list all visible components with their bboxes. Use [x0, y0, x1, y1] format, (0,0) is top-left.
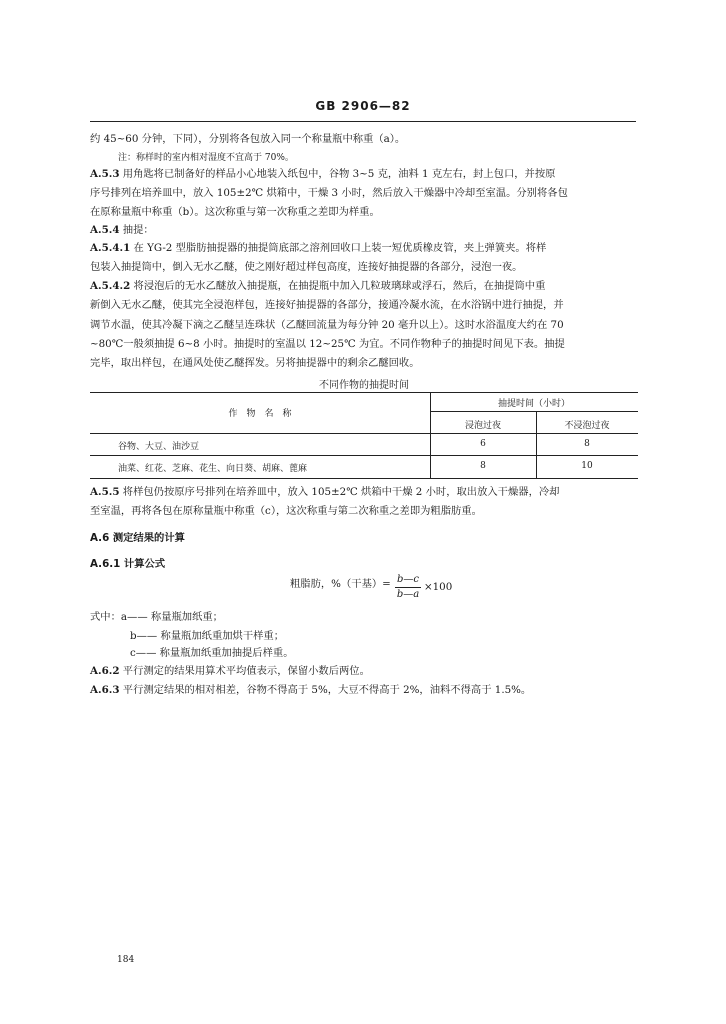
- section-a55-line2: 至室温，再将各包在原称量瓶中称重（c），这次称重与第二次称重之差即为粗脂肪重。: [90, 505, 482, 517]
- table-row-1-not-soaked: 8: [584, 439, 590, 449]
- section-a6-label: A.6: [90, 532, 110, 544]
- table-bottom-rule: [90, 478, 638, 479]
- section-a54-heading: A.5.4 抽提：: [90, 224, 154, 236]
- section-a542-line3: 调节水温，使其冷凝下滴之乙醚呈连珠状（乙醚回流量为每分钟 20 毫升以上）。这时水浴温度大约在 70: [90, 319, 564, 331]
- formula-numerator: b—c: [396, 574, 419, 585]
- variable-b-definition: b—— 称量瓶加纸重加烘干样重；: [130, 630, 285, 642]
- table-caption: 不同作物的抽提时间: [319, 380, 409, 391]
- section-a53-label: A.5.3: [90, 168, 120, 180]
- table-row-2-not-soaked: 10: [581, 461, 593, 471]
- crop-name-header: 作 物 名 称: [228, 409, 292, 419]
- table-row-divider: [90, 455, 638, 456]
- table-top-rule: [90, 392, 638, 393]
- standard-number-header: GB 2906—82: [315, 99, 411, 113]
- fraction-bar: [395, 587, 421, 588]
- formula-fraction: [395, 574, 421, 601]
- variable-a-definition: 式中：a—— 称量瓶加纸重；: [90, 611, 223, 623]
- formula-multiplier: ×100: [424, 581, 453, 593]
- section-a62-line: A.6.2 平行测定的结果用算术平均值表示，保留小数后两位。: [90, 665, 370, 677]
- table-row-2-soaked: 8: [480, 461, 486, 471]
- formula-denominator: b—a: [396, 589, 420, 600]
- section-a54-label: A.5.4: [90, 224, 120, 236]
- section-a542-label: A.5.4.2: [90, 280, 131, 292]
- extraction-time-header: 抽提时间（小时）: [497, 399, 570, 409]
- section-a541-label: A.5.4.1: [90, 242, 131, 254]
- section-a55-line1: A.5.5 将样包仍按原序号排列在培养皿中，放入 105±2℃ 烘箱中干燥 2 小时，取出放入干燥器，冷却: [90, 486, 560, 498]
- not-soaked-column-header: 不浸泡过夜: [564, 421, 610, 431]
- table-row-1-crop: 谷物、大豆、油沙豆: [118, 442, 200, 452]
- table-row-2-crop: 油菜、红花、芝麻、花生、向日葵、胡麻、蓖麻: [118, 464, 308, 474]
- humidity-note: 注：称样时的室内相对湿度不宜高于 70%。: [118, 153, 294, 163]
- section-a6-heading: A.6 测定结果的计算: [90, 532, 185, 544]
- section-a61-heading: A.6.1 计算公式: [90, 558, 166, 570]
- section-a542-line1: A.5.4.2 将浸泡后的无水乙醚放入抽提瓶，在抽提瓶中加入几粒玻璃球或浮石，然后，在抽提筒中重: [90, 280, 546, 292]
- header-rule: [90, 121, 636, 122]
- section-a62-label: A.6.2: [90, 665, 120, 677]
- section-a53-line3: 在原称量瓶中称重（b）。这次称重与第一次称重之差即为样重。: [90, 206, 380, 218]
- soaked-column-header: 浸泡过夜: [464, 421, 501, 431]
- page-number: 184: [117, 955, 135, 965]
- table-header-bottom-rule: [90, 433, 638, 434]
- table-row-1-soaked: 6: [480, 439, 486, 449]
- section-a63-line: A.6.3 平行测定结果的相对相差，谷物不得高于 5%，大豆不得高于 2%，油料不得高于 1.5%。: [90, 684, 532, 696]
- variable-c-definition: c—— 称量瓶加纸重加抽提后样重。: [130, 647, 294, 659]
- section-a61-label: A.6.1: [90, 558, 121, 570]
- section-a542-line5: 完毕，取出样包，在通风处使乙醚挥发。另将抽提器中的剩余乙醚回收。: [90, 357, 420, 369]
- section-a541-line2: 包装入抽提筒中，倒入无水乙醚，使之刚好超过样包高度，连接好抽提器的各部分，浸泡一夜。: [90, 261, 523, 273]
- section-a541-line1: A.5.4.1 在 YG-2 型脂肪抽提器的抽提筒底部之溶剂回收口上装一短优质橡皮管，夹上弹簧夹。将样: [90, 242, 547, 254]
- continuation-line: 约 45~60 分钟，下同），分别将各包放入同一个称量瓶中称重（a）。: [90, 133, 406, 145]
- table-subheader-rule: [430, 411, 638, 412]
- section-a55-label: A.5.5: [90, 486, 120, 498]
- section-a53-line2: 序号排列在培养皿中，放入 105±2℃ 烘箱中，干燥 3 小时，然后放入干燥器中冷却至室温。分别将各包: [90, 187, 568, 199]
- formula-lhs: 粗脂肪，%（干基）=: [290, 578, 391, 590]
- section-a63-label: A.6.3: [90, 684, 120, 696]
- section-a53-line1: A.5.3 用角匙将已制备好的样品小心地装入纸包中，谷物 3~5 克，油料 1 克左右，封上包口，并按原: [90, 168, 556, 180]
- section-a542-line4: ~80℃一般须抽提 6~8 小时。抽提时的室温以 12~25℃ 为宜。不同作物种子的抽提时间见下表。抽提: [90, 338, 565, 350]
- section-a542-line2: 新倒入无水乙醚，使其完全浸泡样包，连接好抽提器的各部分，接通冷凝水流，在水浴锅中进行抽提，并: [90, 299, 564, 311]
